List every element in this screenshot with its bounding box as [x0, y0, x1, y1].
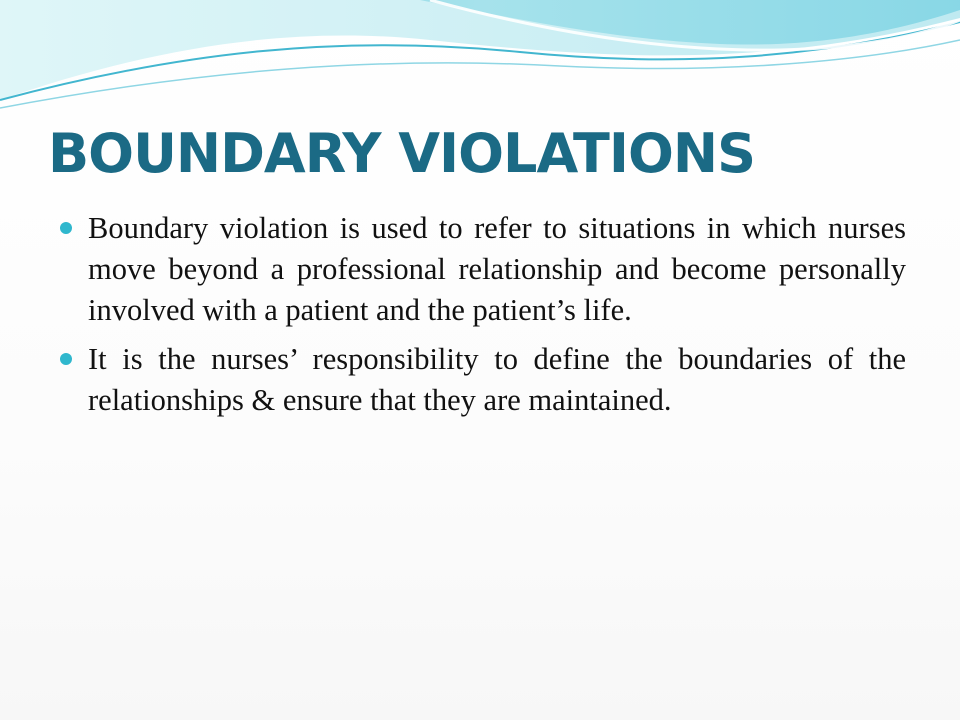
bullet-item [58, 208, 906, 331]
slide-title: BOUNDARY VIOLATIONS [48, 122, 755, 185]
bullet-list [58, 208, 906, 429]
bullet-dot-icon [60, 222, 72, 234]
bullet-item [58, 339, 906, 421]
header-wave-decoration [0, 0, 960, 120]
bullet-text: It is the nurses’ responsibility to define the boundaries of the relationships & ensure that they are maintained. [88, 342, 906, 417]
bullet-dot-icon [60, 353, 72, 365]
bullet-text: Boundary violation is used to refer to situations in which nurses move beyond a professional relationship and become personally involved with a patient and the patient’s life. [88, 211, 906, 327]
